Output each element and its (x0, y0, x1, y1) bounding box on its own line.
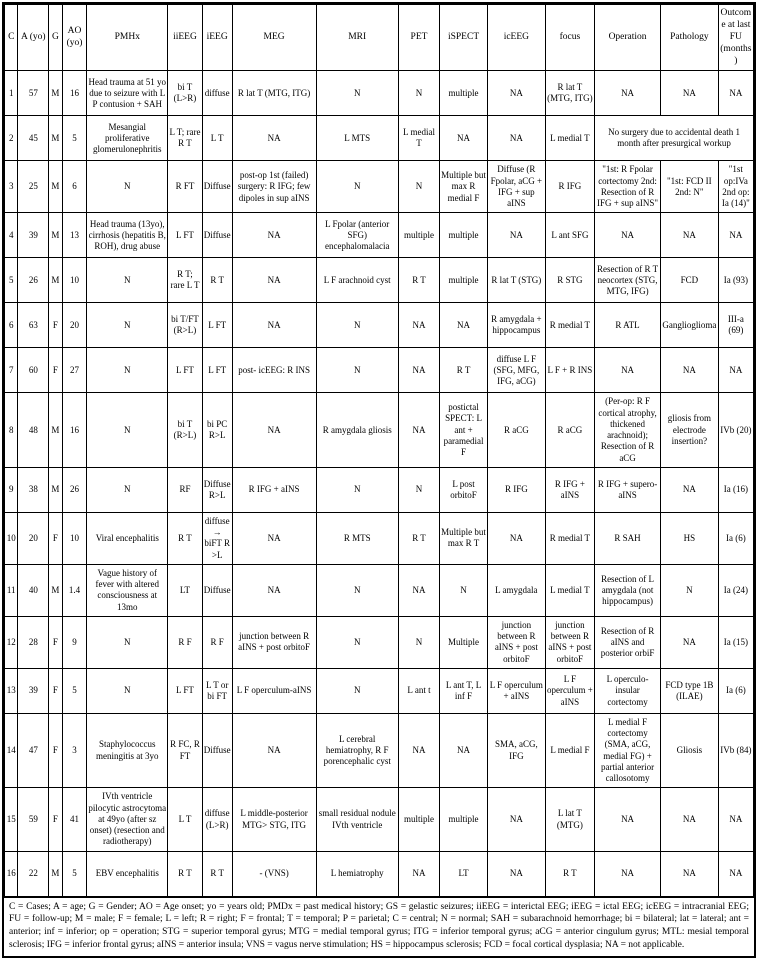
table-cell: Resection of L amygdala (not hippocampus) (595, 564, 661, 616)
footnote-text: C = Cases; A = age; G = Gender; AO = Age onset; yo = years old; PMDx = past medical history; GS = gelastic seizures; iiEEG = interictal EEG; iEEG = ictal EEG; icEEG = intracranial EEG; FU = follow-up; M = male; F = female; L = left; R = right; F = frontal; T = temporal; P = parietal; C = central; N = normal; SAH = subarachnoid hemorrhage; bi = bilateral; lat = lateral; ant = anterior; inf = inferior; op = operation; STG = superior temporal gyrus; MTG = medial temporal gyrus; ITG = inferior temporal gyrus; aCG = anterior cingulum gyrus; MTL: mesial temporal sclerosis; IFG = inferior frontal gyrus; aINS = anterior insula; VNS = vagus nerve stimulation; HS = hippocampus sclerosis; FCD = focal cortical dysplasia; NA = not applicable. (4, 897, 754, 956)
table-row (5, 512, 754, 564)
table-cell: NA (595, 71, 661, 116)
table-cell: NA (440, 116, 488, 161)
table-cell: diffuse (L>R) (202, 788, 232, 851)
table-cell: L F operculum + aINS (488, 668, 546, 713)
table-cell: 48 (18, 393, 49, 468)
table-cell: NA (398, 564, 439, 616)
table-cell: diffuse L F (SFG, MFG, IFG, aCG) (488, 348, 546, 393)
table-cell: 5 (62, 668, 87, 713)
table-cell: L F + R INS (545, 348, 594, 393)
table-row (5, 161, 754, 213)
table-cell: L T (168, 788, 202, 851)
table-cell: NA (488, 788, 546, 851)
table-cell: 14 (5, 713, 18, 788)
table-cell: 1.4 (62, 564, 87, 616)
table-row (5, 71, 754, 116)
table-cell: 20 (62, 303, 87, 348)
table-cell: N (316, 616, 398, 668)
table-cell: L medial F cortectomy (SMA, aCG, medial FG) + partial anterior callosotomy (595, 713, 661, 788)
table-cell: Resection of R T neocortex (STG, MTG, IFG) (595, 258, 661, 303)
table-cell: N (398, 467, 439, 512)
table-cell: L FT (168, 668, 202, 713)
table-cell: NA (718, 213, 753, 258)
table-cell: R FC, R FT (168, 713, 202, 788)
table-cell: L Fpolar (anterior SFG) encephalomalacia (316, 213, 398, 258)
table-cell: R SAH (595, 512, 661, 564)
table-cell: M (49, 258, 62, 303)
table-cell: Ia (15) (718, 616, 753, 668)
table-cell: R MTS (316, 512, 398, 564)
table-cell: "1st: FCD II 2nd: N" (661, 161, 719, 213)
table-cell: L F arachnoid cyst (316, 258, 398, 303)
table-cell: 10 (5, 512, 18, 564)
table-cell: 63 (18, 303, 49, 348)
table-cell: 26 (18, 258, 49, 303)
table-cell: M (49, 71, 62, 116)
table-cell: Staphylococcus meningitis at 3yo (87, 713, 168, 788)
table-cell: 9 (62, 616, 87, 668)
table-cell: L T or bi FT (202, 668, 232, 713)
table-cell: N (87, 393, 168, 468)
column-header: MEG (232, 5, 316, 71)
table-cell: NA (661, 213, 719, 258)
table-cell: NA (661, 851, 719, 896)
table-cell: 40 (18, 564, 49, 616)
table-cell: L operculo-insular cortectomy (595, 668, 661, 713)
table-cell: 12 (5, 616, 18, 668)
table-cell: 5 (62, 116, 87, 161)
table-cell: NA (232, 213, 316, 258)
table-cell: R lat T (MTG, ITG) (232, 71, 316, 116)
table-cell: NA (232, 393, 316, 468)
table-cell: L MTS (316, 116, 398, 161)
table-cell: L medial T (545, 116, 594, 161)
table-cell: M (49, 467, 62, 512)
table-cell: Diffuse (202, 564, 232, 616)
table-cell: 3 (5, 161, 18, 213)
table-cell: R T (202, 851, 232, 896)
table-cell: R aCG (545, 393, 594, 468)
table-cell: Diffuse (202, 713, 232, 788)
table-cell: N (87, 616, 168, 668)
table-cell: NA (661, 71, 719, 116)
table-cell: (Per-op: R F cortical atrophy, thickened arachnoid); Resection of R aCG (595, 393, 661, 468)
table-cell: Gliosis (661, 713, 719, 788)
table-cell: N (398, 161, 439, 213)
table-cell: L FT (168, 213, 202, 258)
table-cell: 26 (62, 467, 87, 512)
table-cell: NA (232, 713, 316, 788)
table-cell: N (87, 467, 168, 512)
column-header: Operation (595, 5, 661, 71)
table-cell: N (316, 71, 398, 116)
table-cell: R F (168, 616, 202, 668)
table-cell: 15 (5, 788, 18, 851)
table-cell: NA (232, 512, 316, 564)
table-cell: L ant t (398, 668, 439, 713)
table-cell: junction between R aINS + post orbitoF (545, 616, 594, 668)
table-cell: 16 (5, 851, 18, 896)
table-cell: III-a (69) (718, 303, 753, 348)
table-cell: L F operculum-aINS (232, 668, 316, 713)
table-cell: 1 (5, 71, 18, 116)
table-cell: N (87, 303, 168, 348)
table-cell: N (316, 467, 398, 512)
table-cell: N (316, 564, 398, 616)
table-cell: small residual nodule IVth ventricle (316, 788, 398, 851)
table-cell: 47 (18, 713, 49, 788)
table-cell: 5 (62, 851, 87, 896)
table-cell: 41 (62, 788, 87, 851)
table-cell: FCD (661, 258, 719, 303)
table-cell: multiple (440, 788, 488, 851)
table-cell: F (49, 668, 62, 713)
column-header: A (yo) (18, 5, 49, 71)
table-cell: 13 (62, 213, 87, 258)
table-cell: NA (595, 788, 661, 851)
table-cell: N (316, 303, 398, 348)
table-cell: No surgery due to accidental death 1 month after presurgical workup (595, 116, 754, 161)
table-cell: M (49, 116, 62, 161)
table-cell: Diffuse (202, 161, 232, 213)
table-row (5, 713, 754, 788)
table-cell: IVth ventricle pilocytic astrocytoma at 49yo (after sz onset) (resection and radiotherapy) (87, 788, 168, 851)
table-cell: NA (718, 348, 753, 393)
table-cell: R lat T (MTG, ITG) (545, 71, 594, 116)
table-row (5, 564, 754, 616)
table-cell: NA (398, 851, 439, 896)
table-cell: 22 (18, 851, 49, 896)
table-row (5, 213, 754, 258)
table-cell: 39 (18, 213, 49, 258)
table-cell: R T (440, 348, 488, 393)
table-cell: 9 (5, 467, 18, 512)
table-cell: diffuse → biFT R >L (202, 512, 232, 564)
table-cell: 57 (18, 71, 49, 116)
table-cell: Diffuse (R Fpolar, aCG + IFG + sup aINS (488, 161, 546, 213)
table-cell: bi PC R>L (202, 393, 232, 468)
table-cell: L T; rare R T (168, 116, 202, 161)
document-table (2, 2, 756, 958)
table-cell: N (87, 348, 168, 393)
table-cell: Viral encephalitis (87, 512, 168, 564)
table-cell: R T (202, 258, 232, 303)
table-cell: 4 (5, 213, 18, 258)
table-cell: R T; rare L T (168, 258, 202, 303)
table-cell: R T (398, 258, 439, 303)
column-header: iEEG (202, 5, 232, 71)
table-cell: gliosis from electrode insertion? (661, 393, 719, 468)
table-cell: NA (488, 851, 546, 896)
table-cell: Multiple but max R medial F (440, 161, 488, 213)
table-cell: NA (488, 116, 546, 161)
table-cell: M (49, 851, 62, 896)
table-row (5, 116, 754, 161)
column-header: Pathology (661, 5, 719, 71)
table-row (5, 393, 754, 468)
table-cell: 39 (18, 668, 49, 713)
table-cell: 28 (18, 616, 49, 668)
table-cell: 10 (62, 512, 87, 564)
table-cell: Head trauma at 51 yo due to seizure with L P contusion + SAH (87, 71, 168, 116)
table-cell: 11 (5, 564, 18, 616)
table-cell: NA (398, 713, 439, 788)
table-cell: NA (232, 564, 316, 616)
table-row (5, 668, 754, 713)
table-cell: L middle-posterior MTG> STG, ITG (232, 788, 316, 851)
table-cell: L hemiatrophy (316, 851, 398, 896)
table-cell: R lat T (STG) (488, 258, 546, 303)
table-cell: diffuse (202, 71, 232, 116)
table-cell: multiple (440, 71, 488, 116)
table-cell: post- icEEG: R INS (232, 348, 316, 393)
table-row (5, 348, 754, 393)
table-cell: L cerebral hemiatrophy, R F porencephalic cyst (316, 713, 398, 788)
table-cell: R T (545, 851, 594, 896)
table-row (5, 467, 754, 512)
table-cell: FCD type 1B (ILAE) (661, 668, 719, 713)
table-cell: L ant T, L inf F (440, 668, 488, 713)
table-cell: NA (661, 467, 719, 512)
column-header: iiEEG (168, 5, 202, 71)
table-cell: 8 (5, 393, 18, 468)
table-cell: F (49, 788, 62, 851)
table-cell: 5 (5, 258, 18, 303)
table-cell: Multiple but max R T (440, 512, 488, 564)
table-cell: R IFG (488, 467, 546, 512)
column-header: PMHx (87, 5, 168, 71)
table-cell: IVb (20) (718, 393, 753, 468)
column-header: AO (yo) (62, 5, 87, 71)
column-header: C (5, 5, 18, 71)
table-cell: Ia (6) (718, 512, 753, 564)
table-cell: F (49, 348, 62, 393)
table-cell: R aCG (488, 393, 546, 468)
table-cell: Diffuse (202, 213, 232, 258)
table-cell: multiple (440, 258, 488, 303)
table-cell: multiple (440, 213, 488, 258)
table-row (5, 258, 754, 303)
table-cell: NA (718, 851, 753, 896)
table-cell: R amygdala gliosis (316, 393, 398, 468)
table-cell: L FT (202, 303, 232, 348)
table-cell: 13 (5, 668, 18, 713)
table-cell: IVb (84) (718, 713, 753, 788)
column-header: PET (398, 5, 439, 71)
table-cell: Resection of R aINS and posterior orbiF (595, 616, 661, 668)
table-cell: M (49, 393, 62, 468)
table-cell: M (49, 161, 62, 213)
table-cell: L medial T (398, 116, 439, 161)
table-cell: NA (440, 713, 488, 788)
table-cell: N (316, 668, 398, 713)
table-cell: F (49, 713, 62, 788)
table-cell: L medial T (545, 564, 594, 616)
table-cell: R ATL (595, 303, 661, 348)
table-cell: NA (661, 348, 719, 393)
table-cell: Mesangial proliferative glomerulonephritis (87, 116, 168, 161)
table-cell: M (49, 213, 62, 258)
table-cell: NA (661, 616, 719, 668)
table-cell: "1st op:IVa 2nd op: Ia (14)" (718, 161, 753, 213)
table-cell: Vague history of fever with altered consciousness at 13mo (87, 564, 168, 616)
table-cell: R T (398, 512, 439, 564)
header-row (5, 5, 754, 71)
table-cell: NA (595, 851, 661, 896)
table-cell: 45 (18, 116, 49, 161)
table-cell: R FT (168, 161, 202, 213)
table-cell: N (440, 564, 488, 616)
table-row (5, 851, 754, 896)
table-cell: NA (718, 788, 753, 851)
table-cell: N (316, 161, 398, 213)
table-cell: L ant SFG (545, 213, 594, 258)
table-cell: L medial F (545, 713, 594, 788)
table-cell: multiple (398, 788, 439, 851)
table-cell: NA (488, 71, 546, 116)
table-row (5, 616, 754, 668)
table-cell: R medial T (545, 303, 594, 348)
table-cell: NA (595, 348, 661, 393)
table-cell: bi T (R>L) (168, 393, 202, 468)
table-cell: L T (202, 116, 232, 161)
table-cell: R IFG + aINS (545, 467, 594, 512)
table-cell: NA (488, 213, 546, 258)
table-cell: N (661, 564, 719, 616)
table-cell: NA (718, 71, 753, 116)
table-cell: 60 (18, 348, 49, 393)
table-cell: R STG (545, 258, 594, 303)
table-cell: 25 (18, 161, 49, 213)
table-cell: R IFG (545, 161, 594, 213)
table-cell: bi T/FT (R>L) (168, 303, 202, 348)
table-cell: L FT (168, 348, 202, 393)
table-cell: Ia (93) (718, 258, 753, 303)
table-cell: N (87, 258, 168, 303)
table-cell: L F operculum + aINS (545, 668, 594, 713)
table-cell: Ia (16) (718, 467, 753, 512)
table-cell: NA (398, 348, 439, 393)
table-cell: 3 (62, 713, 87, 788)
table-cell: Ia (6) (718, 668, 753, 713)
table-cell: L lat T (MTG) (545, 788, 594, 851)
table-cell: 20 (18, 512, 49, 564)
table-cell: R medial T (545, 512, 594, 564)
table-cell: N (398, 616, 439, 668)
table-cell: junction between R aINS + post orbitoF (232, 616, 316, 668)
case-series-table (4, 4, 754, 897)
table-cell: NA (661, 788, 719, 851)
table-cell: - (VNS) (232, 851, 316, 896)
table-cell: N (316, 348, 398, 393)
table-cell: L post orbitoF (440, 467, 488, 512)
column-header: icEEG (488, 5, 546, 71)
table-cell: EBV encephalitis (87, 851, 168, 896)
table-cell: M (49, 564, 62, 616)
table-cell: junction between R aINS + post orbitoF (488, 616, 546, 668)
table-cell: L amygdala (488, 564, 546, 616)
table-row (5, 788, 754, 851)
table-cell: R T (168, 512, 202, 564)
table-cell: R T (168, 851, 202, 896)
table-cell: NA (440, 303, 488, 348)
table-cell: post-op 1st (failed) surgery: R IFG; few dipoles in sup aINS (232, 161, 316, 213)
table-cell: 10 (62, 258, 87, 303)
table-cell: HS (661, 512, 719, 564)
table-cell: 6 (62, 161, 87, 213)
table-cell: F (49, 616, 62, 668)
table-cell: NA (488, 512, 546, 564)
table-cell: Ia (24) (718, 564, 753, 616)
column-header: iSPECT (440, 5, 488, 71)
table-cell: 16 (62, 71, 87, 116)
table-cell: "1st: R Fpolar cortectomy 2nd: Resection of R IFG + sup aINS" (595, 161, 661, 213)
table-cell: R F (202, 616, 232, 668)
table-body (5, 71, 754, 896)
table-cell: R IFG + supero-aINS (595, 467, 661, 512)
table-cell: NA (232, 258, 316, 303)
table-cell: 16 (62, 393, 87, 468)
table-cell: multiple (398, 213, 439, 258)
table-cell: RF (168, 467, 202, 512)
table-cell: NA (398, 393, 439, 468)
table-cell: F (49, 303, 62, 348)
table-cell: NA (232, 116, 316, 161)
table-cell: LT (168, 564, 202, 616)
column-header: Outcome at last FU (months) (718, 5, 753, 71)
table-cell: F (49, 512, 62, 564)
table-cell: NA (232, 303, 316, 348)
table-cell: L FT (202, 348, 232, 393)
column-header: G (49, 5, 62, 71)
table-cell: R amygdala + hippocampus (488, 303, 546, 348)
table-cell: 59 (18, 788, 49, 851)
table-cell: LT (440, 851, 488, 896)
column-header: MRI (316, 5, 398, 71)
table-cell: postictal SPECT: L ant + paramedial F (440, 393, 488, 468)
table-cell: 38 (18, 467, 49, 512)
table-cell: 6 (5, 303, 18, 348)
column-header: focus (545, 5, 594, 71)
table-cell: NA (398, 303, 439, 348)
table-row (5, 303, 754, 348)
table-cell: N (87, 161, 168, 213)
table-cell: Ganglioglioma (661, 303, 719, 348)
table-cell: Diffuse R>L (202, 467, 232, 512)
table-cell: SMA, aCG, IFG (488, 713, 546, 788)
table-cell: 27 (62, 348, 87, 393)
table-cell: 2 (5, 116, 18, 161)
table-cell: bi T (L>R) (168, 71, 202, 116)
table-cell: Multiple (440, 616, 488, 668)
table-cell: N (398, 71, 439, 116)
table-cell: R IFG + aINS (232, 467, 316, 512)
table-cell: 7 (5, 348, 18, 393)
table-header (5, 5, 754, 71)
table-cell: N (87, 668, 168, 713)
table-cell: NA (595, 213, 661, 258)
table-cell: Head trauma (13yo), cirrhosis (hepatitis B, ROH), drug abuse (87, 213, 168, 258)
